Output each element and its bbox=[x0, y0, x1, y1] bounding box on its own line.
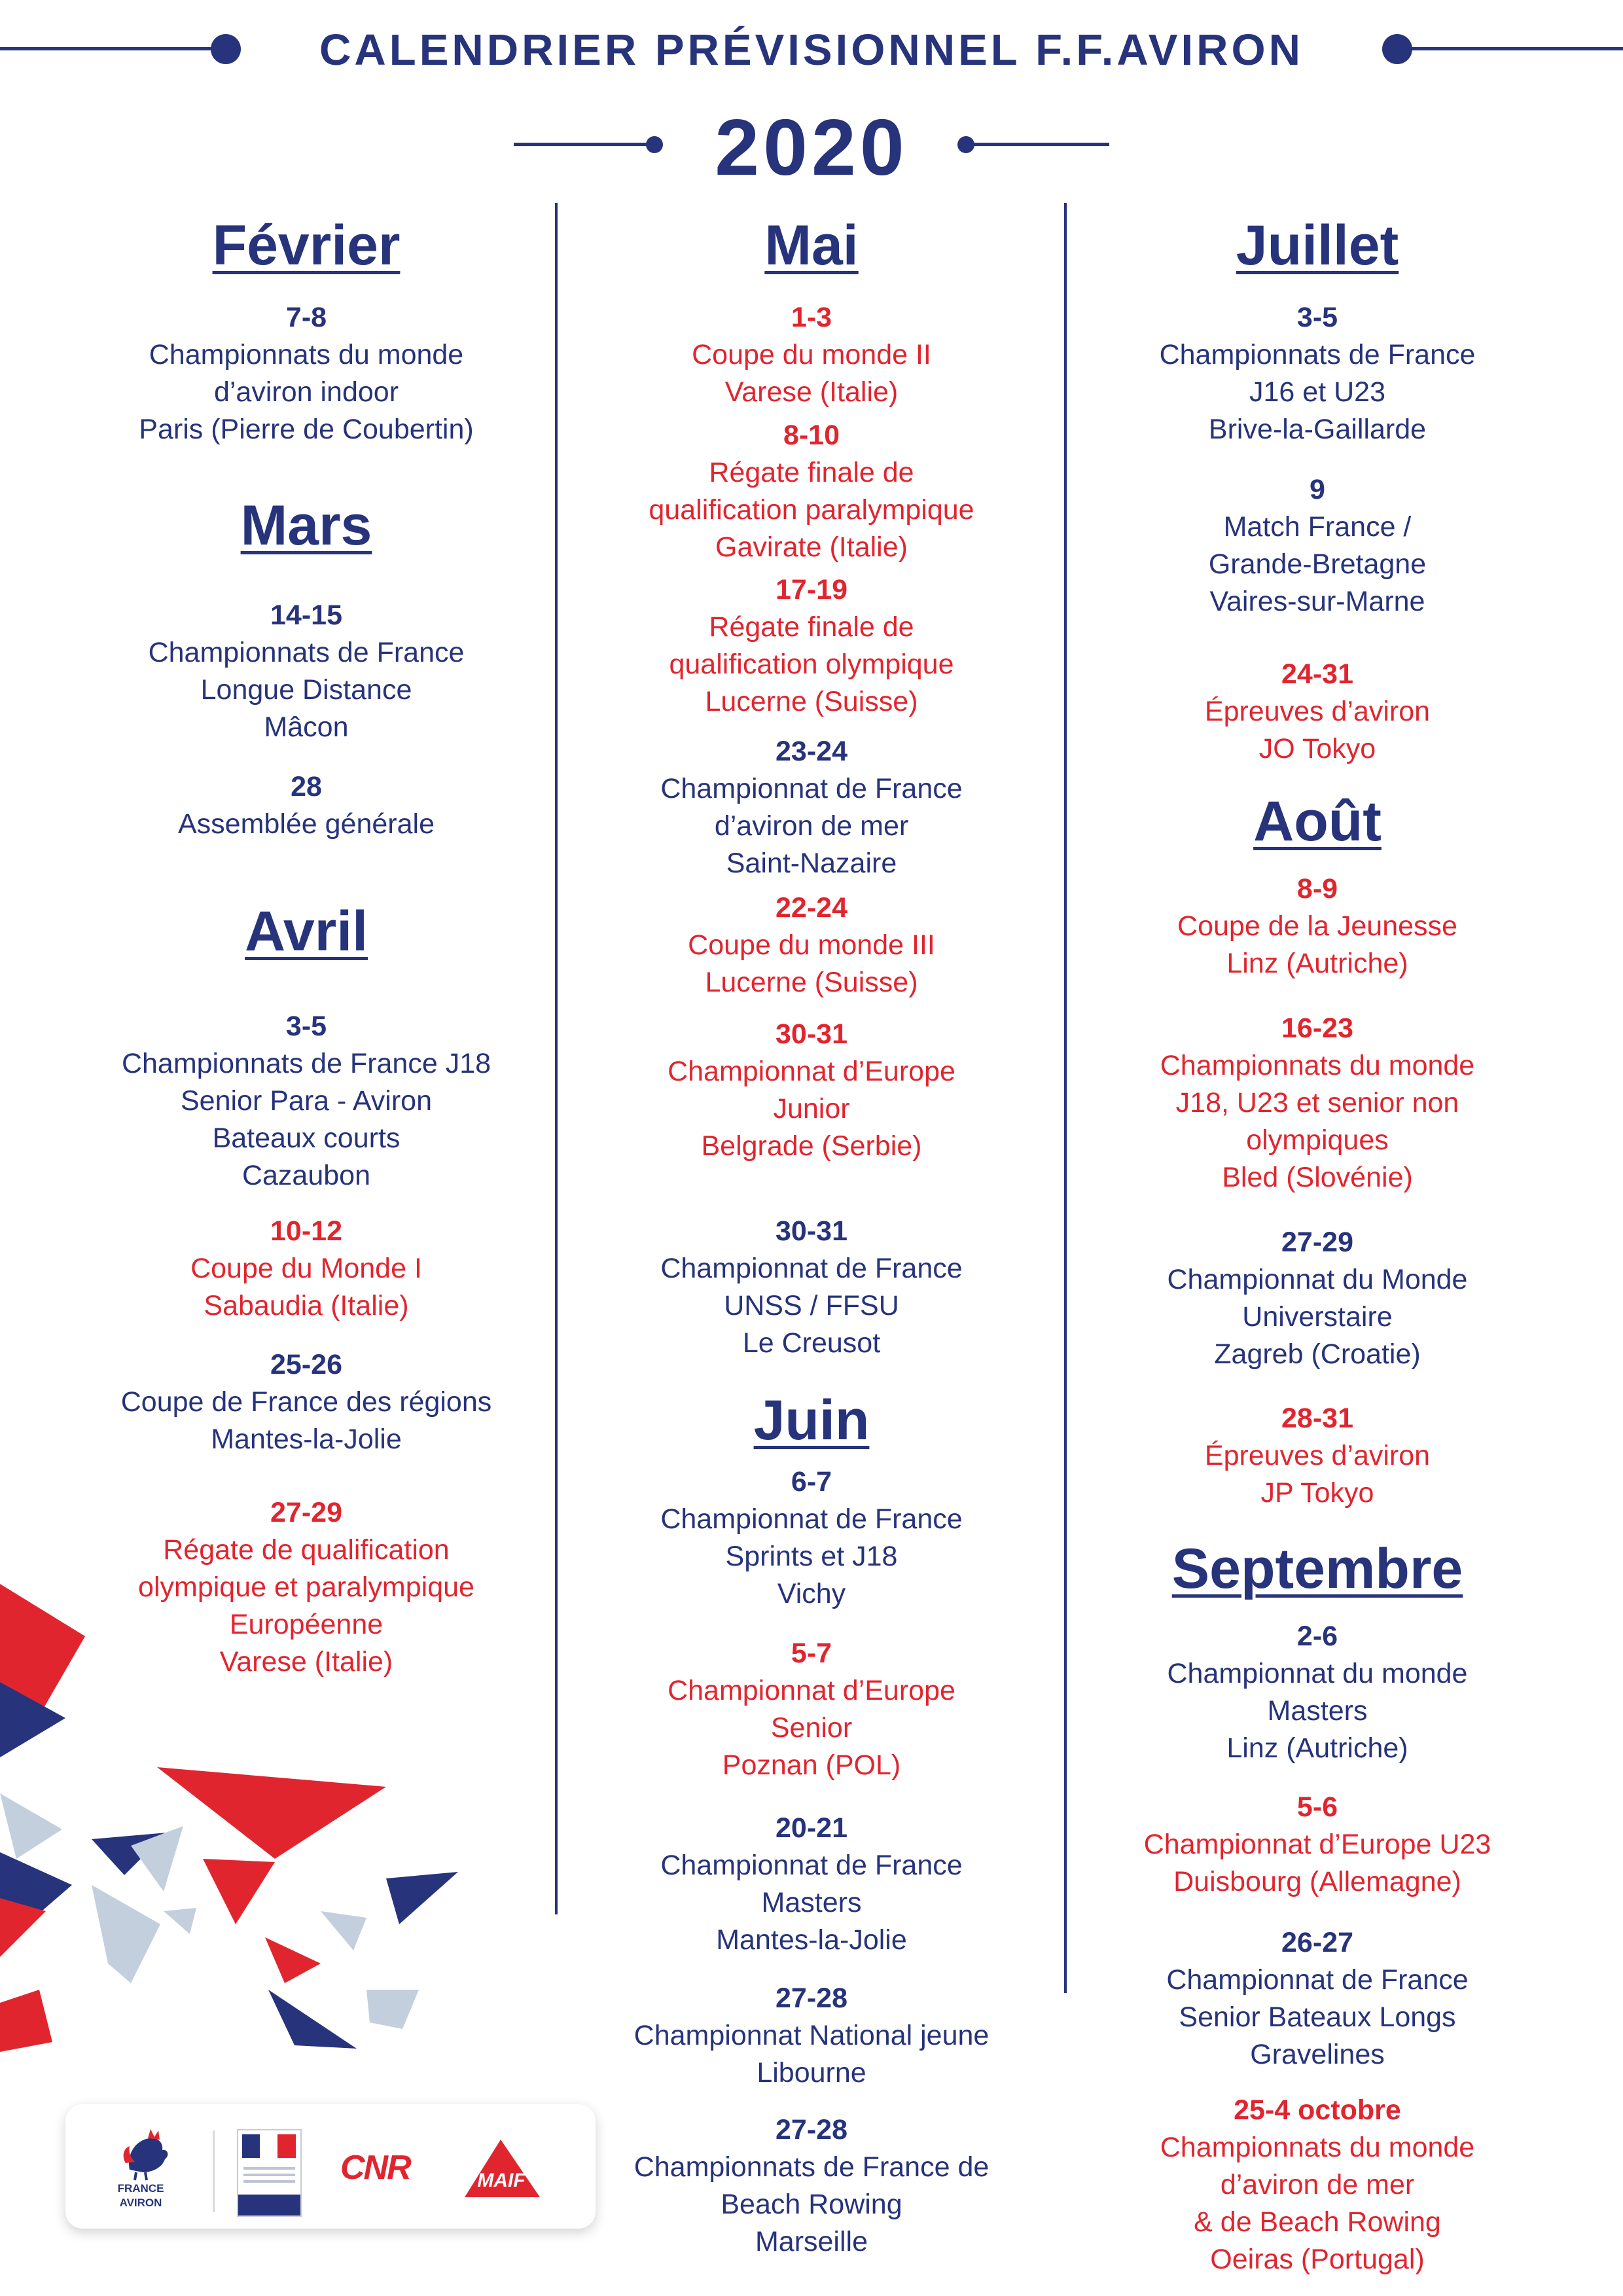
event-date: 5-7 bbox=[791, 1638, 832, 1669]
event-date: 27-28 bbox=[776, 2114, 847, 2145]
event-text: olympique et paralympique bbox=[138, 1571, 474, 1603]
cnr-logo: CNR bbox=[340, 2149, 410, 2187]
event-date: 14-15 bbox=[270, 600, 342, 631]
event-item bbox=[1115, 471, 1520, 620]
event-text: Libourne bbox=[757, 2057, 866, 2089]
event-text: Championnats du monde bbox=[1160, 1050, 1475, 1081]
event-text: Régate finale de bbox=[709, 611, 914, 643]
event-date: 5-6 bbox=[1296, 1791, 1338, 1823]
event-item bbox=[1115, 1400, 1520, 1512]
event-item bbox=[103, 299, 509, 448]
event-text: Épreuves d’aviron bbox=[1204, 696, 1431, 727]
event-text: Duisbourg (Allemagne) bbox=[1173, 1866, 1461, 1897]
event-text: Européenne bbox=[229, 1609, 383, 1640]
light-shard bbox=[321, 1911, 366, 1950]
month-heading-mars: Mars bbox=[240, 494, 372, 557]
event-text: Senior bbox=[770, 1712, 853, 1744]
event-date: 25-4 octobre bbox=[1234, 2094, 1401, 2126]
event-text: Belgrade (Serbie) bbox=[701, 1130, 922, 1162]
month-heading-aout: Août bbox=[1253, 790, 1382, 853]
event-date: 3-5 bbox=[285, 1011, 327, 1042]
ministere-logo bbox=[237, 2129, 302, 2217]
event-text: Championnat National jeune bbox=[633, 2020, 990, 2051]
red-shard bbox=[0, 1990, 52, 2052]
event-text: Saint-Nazaire bbox=[726, 848, 897, 879]
event-text: Poznan (POL) bbox=[722, 1749, 901, 1781]
event-text: Masters bbox=[761, 1887, 862, 1918]
year-rule-left bbox=[514, 143, 651, 146]
event-text: Championnats du monde bbox=[1160, 2132, 1475, 2163]
event-date: 25-26 bbox=[270, 1349, 342, 1380]
event-text: Sprints et J18 bbox=[725, 1541, 898, 1572]
event-text: d’aviron de mer bbox=[714, 810, 909, 842]
event-text: Championnat de France bbox=[660, 773, 963, 804]
event-text: Championnats du monde bbox=[149, 339, 464, 370]
event-text: Bateaux courts bbox=[212, 1122, 401, 1154]
event-text: Championnat de France bbox=[660, 1850, 963, 1881]
event-text: Championnats de France bbox=[148, 637, 465, 668]
event-text: Vaires-sur-Marne bbox=[1209, 586, 1425, 617]
month-heading-mai: Mai bbox=[764, 214, 859, 277]
column-separator bbox=[555, 203, 558, 1914]
navy-shard bbox=[386, 1872, 458, 1924]
event-text: Épreuves d’aviron bbox=[1204, 1440, 1431, 1471]
light-shard bbox=[0, 1793, 62, 1859]
event-date: 20-21 bbox=[776, 1812, 847, 1844]
event-text: Gavirate (Italie) bbox=[715, 531, 908, 563]
event-item bbox=[1115, 656, 1520, 768]
event-item bbox=[103, 768, 509, 843]
header-rule-right bbox=[1407, 47, 1623, 50]
event-text: Senior Para - Aviron bbox=[180, 1085, 433, 1117]
event-text: Masters bbox=[1267, 1695, 1368, 1727]
event-text: Régate finale de bbox=[709, 457, 914, 488]
event-text: Universtaire bbox=[1242, 1301, 1393, 1333]
event-text: Varese (Italie) bbox=[724, 376, 899, 408]
month-heading-juillet: Juillet bbox=[1236, 214, 1399, 277]
event-text: Lucerne (Suisse) bbox=[705, 967, 918, 998]
event-item bbox=[609, 1635, 1014, 1784]
event-text: Bled (Slovénie) bbox=[1222, 1162, 1413, 1193]
event-item bbox=[609, 889, 1014, 1001]
event-date: 10-12 bbox=[270, 1215, 342, 1247]
event-text: UNSS / FFSU bbox=[724, 1290, 899, 1321]
event-text: Championnats de France J18 bbox=[121, 1048, 491, 1079]
event-item bbox=[103, 1008, 509, 1194]
event-date: 27-29 bbox=[1281, 1227, 1353, 1258]
event-text: Sabaudia (Italie) bbox=[204, 1290, 409, 1321]
event-text: Régate de qualification bbox=[163, 1534, 450, 1566]
event-text: & de Beach Rowing bbox=[1194, 2206, 1441, 2238]
event-date: 2-6 bbox=[1296, 1621, 1338, 1652]
event-item bbox=[609, 1980, 1014, 2092]
navy-shard bbox=[268, 1990, 357, 2049]
event-text: qualification olympique bbox=[669, 649, 954, 680]
event-text: Championnat d’Europe bbox=[668, 1056, 955, 1087]
event-item bbox=[1115, 2092, 1520, 2278]
event-date: 7-8 bbox=[285, 302, 327, 333]
event-text: Coupe du monde II bbox=[692, 339, 931, 370]
month-heading-septembre: Septembre bbox=[1171, 1537, 1463, 1600]
event-text: Oeiras (Portugal) bbox=[1210, 2244, 1425, 2275]
svg-text:MAIF: MAIF bbox=[477, 2170, 526, 2191]
event-text: Mâcon bbox=[264, 711, 349, 743]
event-item bbox=[609, 1213, 1014, 1362]
event-text: J18, U23 et senior non bbox=[1175, 1087, 1459, 1119]
event-date: 30-31 bbox=[776, 1018, 847, 1050]
event-text: Vichy bbox=[777, 1578, 846, 1609]
event-text: Championnat d’Europe bbox=[668, 1675, 955, 1706]
event-item bbox=[609, 1463, 1014, 1613]
event-text: Coupe du monde III bbox=[688, 929, 935, 961]
logo-divider bbox=[213, 2130, 215, 2212]
column-separator bbox=[1064, 203, 1067, 1993]
event-text: Assemblée générale bbox=[177, 808, 435, 840]
event-item bbox=[103, 1346, 509, 1458]
event-text: Gravelines bbox=[1250, 2039, 1385, 2070]
event-text: Coupe de France des régions bbox=[120, 1386, 492, 1418]
event-text: Paris (Pierre de Coubertin) bbox=[139, 414, 474, 445]
event-date: 22-24 bbox=[776, 892, 847, 924]
red-shard bbox=[203, 1859, 275, 1924]
event-text: olympiques bbox=[1246, 1124, 1389, 1156]
event-item bbox=[609, 1016, 1014, 1165]
year-label: 2020 bbox=[715, 103, 908, 192]
event-text: Championnat d’Europe U23 bbox=[1143, 1829, 1491, 1860]
event-text: d’aviron de mer bbox=[1220, 2169, 1415, 2200]
header-rule-left bbox=[0, 47, 216, 50]
event-text: Championnat du monde bbox=[1167, 1658, 1468, 1689]
partner-logos bbox=[65, 2104, 596, 2229]
event-item bbox=[1115, 1789, 1520, 1901]
event-text: Linz (Autriche) bbox=[1226, 1732, 1408, 1764]
event-text: Zagreb (Croatie) bbox=[1214, 1338, 1421, 1370]
event-text: d’aviron indoor bbox=[213, 376, 399, 408]
event-text: Varese (Italie) bbox=[219, 1646, 393, 1677]
event-item bbox=[609, 2111, 1014, 2261]
event-date: 30-31 bbox=[776, 1215, 847, 1247]
event-text: Mantes-la-Jolie bbox=[716, 1924, 907, 1956]
event-date: 28-31 bbox=[1281, 1403, 1353, 1434]
event-item bbox=[1115, 299, 1520, 448]
rooster-icon bbox=[116, 2124, 175, 2183]
event-text: Mantes-la-Jolie bbox=[211, 1424, 402, 1455]
event-date: 8-9 bbox=[1296, 873, 1338, 905]
event-date: 28 bbox=[291, 771, 322, 802]
light-shard bbox=[366, 1990, 419, 2029]
event-text: JO Tokyo bbox=[1258, 733, 1376, 764]
france-aviron-logo: FRANCE AVIRON bbox=[117, 2182, 164, 2209]
event-text: Marseille bbox=[755, 2226, 868, 2257]
red-shard bbox=[157, 1767, 386, 1859]
tricolor-flag-icon bbox=[242, 2134, 296, 2158]
page-title: CALENDRIER PRÉVISIONNEL F.F.AVIRON bbox=[319, 26, 1304, 75]
event-item bbox=[103, 1213, 509, 1325]
event-date: 9 bbox=[1310, 474, 1325, 505]
event-text: Beach Rowing bbox=[721, 2189, 902, 2220]
event-item bbox=[1115, 870, 1520, 982]
event-date: 16-23 bbox=[1281, 1013, 1353, 1044]
event-text: J16 et U23 bbox=[1249, 376, 1385, 408]
maif-logo bbox=[452, 2137, 550, 2202]
event-text: Coupe de la Jeunesse bbox=[1177, 910, 1457, 942]
event-item bbox=[609, 299, 1014, 411]
event-date: 27-28 bbox=[776, 1982, 847, 2014]
event-date: 24-31 bbox=[1281, 658, 1353, 690]
event-text: Brive-la-Gaillarde bbox=[1208, 414, 1427, 445]
event-text: Cazaubon bbox=[241, 1160, 371, 1191]
event-text: Championnat de France bbox=[1166, 1964, 1469, 1996]
event-text: Junior bbox=[773, 1093, 850, 1124]
event-item bbox=[103, 597, 509, 746]
event-item bbox=[609, 733, 1014, 882]
event-date: 3-5 bbox=[1296, 302, 1338, 333]
light-shard bbox=[164, 1908, 196, 1934]
month-heading-juin: Juin bbox=[753, 1389, 870, 1452]
year-rule-right bbox=[972, 143, 1109, 146]
event-date: 6-7 bbox=[791, 1466, 832, 1498]
event-text: Longue Distance bbox=[200, 674, 412, 706]
event-item bbox=[1115, 1010, 1520, 1196]
event-text: Senior Bateaux Longs bbox=[1179, 2001, 1456, 2033]
event-item bbox=[609, 1810, 1014, 1959]
light-shard bbox=[92, 1885, 160, 1983]
decorative-shards bbox=[0, 1571, 471, 2068]
event-item bbox=[609, 571, 1014, 721]
event-date: 1-3 bbox=[791, 302, 832, 333]
event-text: Championnats de France de bbox=[633, 2151, 990, 2183]
event-date: 8-10 bbox=[783, 420, 840, 451]
event-text: Championnat de France bbox=[660, 1503, 963, 1535]
event-item bbox=[609, 417, 1014, 566]
event-text: JP Tokyo bbox=[1260, 1477, 1374, 1509]
event-date: 17-19 bbox=[776, 574, 847, 605]
event-item bbox=[1115, 1618, 1520, 1767]
event-date: 26-27 bbox=[1281, 1927, 1353, 1958]
event-text: Championnat de France bbox=[660, 1253, 963, 1284]
month-heading-avril: Avril bbox=[245, 900, 368, 963]
red-shard bbox=[265, 1937, 321, 1983]
event-text: Championnats de France bbox=[1159, 339, 1476, 370]
month-heading-fevrier: Février bbox=[212, 214, 401, 277]
event-item bbox=[1115, 1224, 1520, 1373]
event-text: Grande-Bretagne bbox=[1208, 548, 1427, 580]
event-date: 27-29 bbox=[270, 1497, 342, 1528]
event-text: Championnat du Monde bbox=[1167, 1264, 1468, 1295]
event-item bbox=[1115, 1924, 1520, 2073]
event-text: Le Creusot bbox=[742, 1327, 881, 1359]
event-date: 23-24 bbox=[776, 736, 847, 767]
event-text: Match France / bbox=[1223, 511, 1412, 543]
event-text: Coupe du Monde I bbox=[190, 1253, 422, 1284]
event-text: Linz (Autriche) bbox=[1226, 948, 1408, 979]
event-text: qualification paralympique bbox=[649, 494, 974, 526]
event-text: Lucerne (Suisse) bbox=[705, 686, 918, 717]
